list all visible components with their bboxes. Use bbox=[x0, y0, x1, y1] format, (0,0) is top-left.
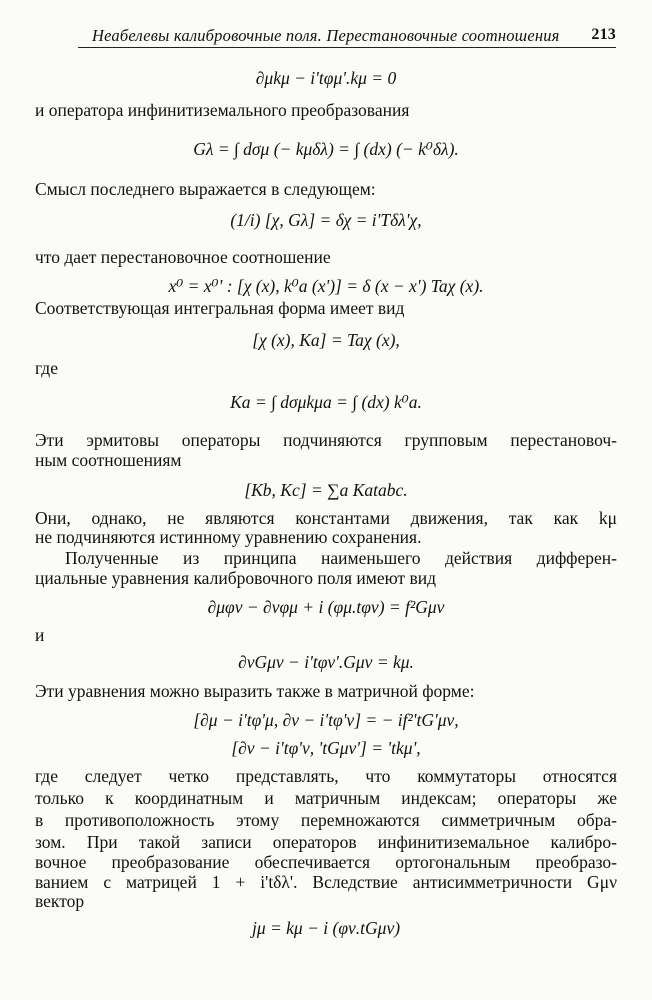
text-line: только к координатным и матричным индексам; операторы же bbox=[35, 788, 617, 808]
text-line: и bbox=[35, 625, 45, 645]
equation-field-equation: ∂νGμν − i'tφν'.Gμν = kμ. bbox=[238, 652, 414, 672]
equation-matrix-form-1: [∂μ − i'tφ'μ, ∂ν − i'tφ'ν] = − if²'tG'μν, bbox=[193, 710, 459, 730]
text-line: не подчиняются истинному уравнению сохранения. bbox=[35, 527, 422, 547]
running-title: Неабелевы калибровочные поля. Перестановочные соотношения bbox=[92, 26, 560, 45]
equation-current-conservation: ∂μkμ − i'tφμ'.kμ = 0 bbox=[255, 68, 397, 88]
header-rule bbox=[78, 47, 616, 48]
text-line: Полученные из принципа наименьшего действия дифферен- bbox=[65, 548, 617, 568]
text-line: вектор bbox=[35, 891, 85, 911]
text-line: зом. При такой записи операторов инфинитиземальное калибро- bbox=[35, 832, 617, 852]
equation-field-strength: ∂μφν − ∂νφμ + i (φμ.tφν) = f²Gμν bbox=[207, 597, 445, 617]
text-line: Они, однако, не являются константами движения, так как kμ bbox=[35, 508, 617, 528]
text-line: циальные уравнения калибровочного поля имеют вид bbox=[35, 568, 436, 588]
running-header bbox=[78, 26, 616, 46]
text-line: Эти эрмитовы операторы подчиняются групповым перестановоч- bbox=[35, 430, 617, 450]
text-line: и оператора инфинитиземального преобразования bbox=[35, 100, 410, 120]
text-line: вочное преобразование обеспечивается ортогональным преобразо- bbox=[35, 852, 617, 872]
page-number: 213 bbox=[591, 26, 616, 43]
text-line: в противоположность этому перемножаются симметричным обра- bbox=[35, 810, 617, 830]
text-line: где следует четко представлять, что коммутаторы относятся bbox=[35, 766, 617, 786]
equation-current-vector: jμ = kμ − i (φν.tGμν) bbox=[251, 918, 401, 938]
text-line: где bbox=[35, 358, 58, 378]
equation-generator: Gλ = ∫ dσμ (− kμδλ) = ∫ (dx) (− k⁰δλ). bbox=[193, 139, 459, 159]
text-line: ванием с матрицей 1 + i'tδλ'. Вследствие антисимметричности Gμν bbox=[35, 872, 617, 892]
equation-equal-time-commutator: x⁰ = x⁰' : [χ (x), k⁰a (x')] = δ (x − x') Taχ (x). bbox=[168, 276, 484, 296]
equation-matrix-form-2: [∂ν − i'tφ'ν, 'tGμν'] = 'tkμ', bbox=[231, 738, 421, 758]
equation-integral-form: [χ (x), Ka] = Taχ (x), bbox=[252, 330, 400, 350]
equation-commutator: (1/i) [χ, Gλ] = δχ = i'Tδλ'χ, bbox=[230, 210, 422, 230]
equation-charge-operator: Ka = ∫ dσμkμa = ∫ (dx) k⁰a. bbox=[230, 392, 422, 412]
text-line: Соответствующая интегральная форма имеет вид bbox=[35, 298, 405, 318]
text-line: что дает перестановочное соотношение bbox=[35, 247, 331, 267]
text-line: Эти уравнения можно выразить также в матричной форме: bbox=[35, 681, 475, 701]
text-line: Смысл последнего выражается в следующем: bbox=[35, 179, 376, 199]
text-line: ным соотношениям bbox=[35, 450, 182, 470]
equation-group-commutator: [Kb, Kc] = ∑a Katabc. bbox=[244, 480, 408, 500]
